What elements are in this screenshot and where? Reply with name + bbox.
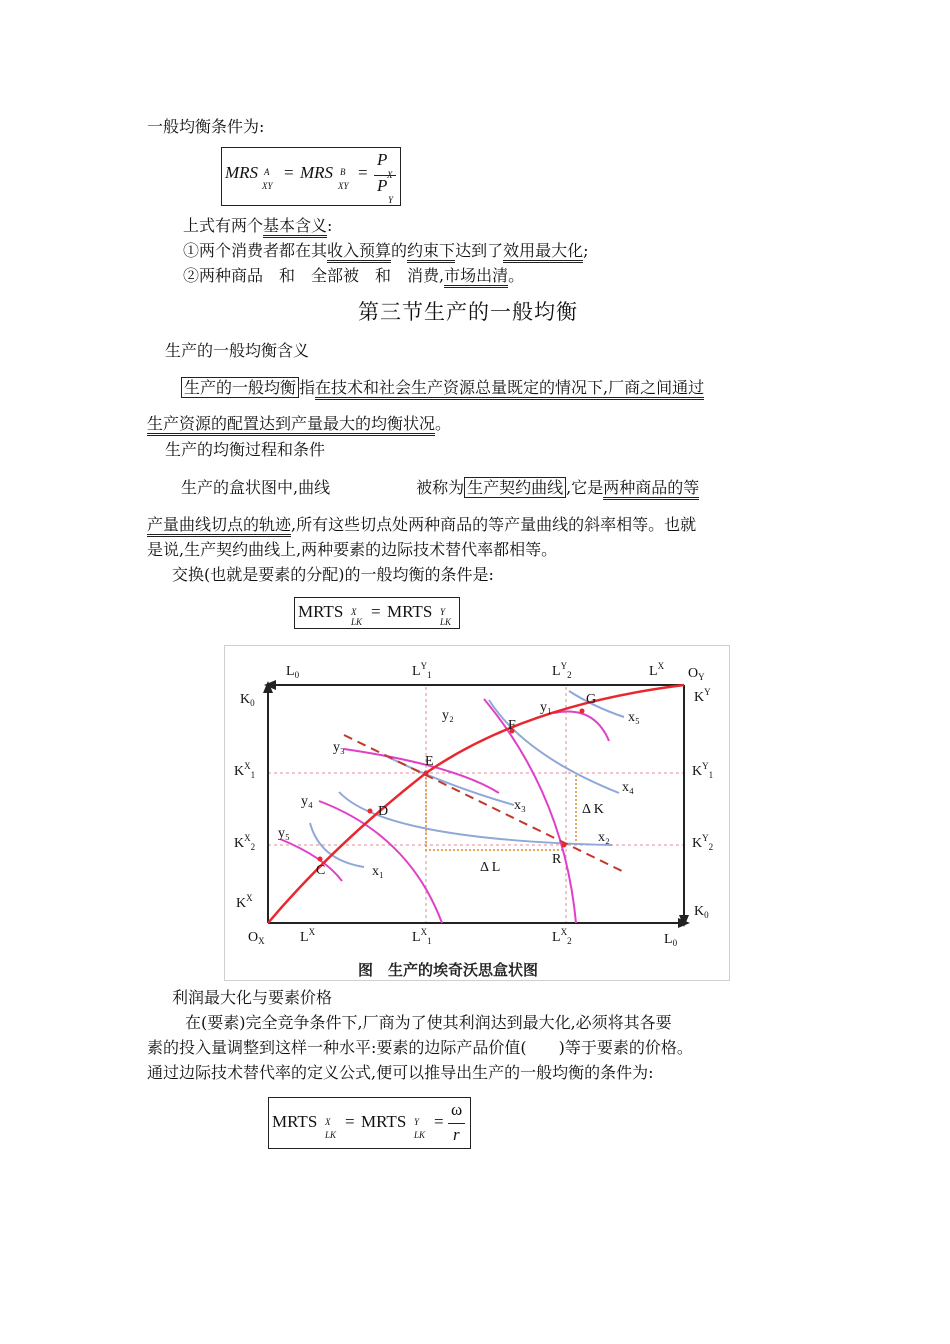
meaning-underlined: 基本含义: [263, 216, 327, 238]
def-term: 生产的一般均衡: [181, 377, 299, 398]
f3-right-sup: Y: [414, 1117, 420, 1127]
f2-left-sub: LK: [351, 617, 363, 627]
label-x3: x₃: [514, 798, 526, 813]
f3-right: MRTS: [361, 1112, 407, 1131]
exchange-text: 交换(也就是要素的分配)的一般均衡的条件是:: [172, 565, 494, 584]
label-left-kx1: $K^X_1$: [234, 761, 256, 780]
curve-mid: 被称为: [416, 478, 465, 497]
formula-mrs-b: MRS: [300, 163, 334, 182]
section-title: 第三节生产的一般均衡: [358, 300, 578, 324]
label-c: C: [316, 863, 326, 878]
profit-line-2: 素的投入量调整到这样一种水平:要素的边际产品价值( )等于要素的价格。: [147, 1038, 693, 1057]
formula-eq: =: [284, 163, 294, 182]
label-left-kx: $K^X$: [236, 893, 253, 911]
def-post: 。: [435, 414, 452, 433]
f2-left: MRTS: [298, 602, 344, 621]
label-top-ly1: $L^Y_1$: [412, 661, 432, 680]
figure-caption: 图 生产的埃奇沃思盒状图: [358, 961, 539, 979]
formula-eq2: =: [358, 163, 368, 182]
definition-line-1: [181, 377, 704, 399]
label-y4: y₄: [301, 794, 313, 809]
meaning-item-1: [183, 240, 588, 262]
f3-left: MRTS: [272, 1112, 318, 1131]
label-d: D: [378, 804, 389, 819]
item1-pre: ①两个消费者都在其: [183, 241, 328, 260]
label-x1: x₁: [372, 864, 384, 879]
point-g: [580, 709, 585, 714]
label-right-ky2: $K^Y_2$: [692, 833, 714, 852]
f3-fraction-bar: [448, 1123, 465, 1124]
formula-den: P: [377, 176, 388, 195]
label-right-k0: $K_0$: [694, 904, 709, 920]
f2-right: MRTS: [387, 602, 433, 621]
item1-utility-max: 效用最大化: [503, 241, 583, 263]
formula-sup-a: A: [264, 167, 270, 177]
formula-sub-a: XY: [262, 181, 273, 191]
label-bottom-lx1: $L^X_1$: [412, 927, 432, 946]
f3-right-sub: LK: [414, 1130, 426, 1140]
curve-mid2: ,它是: [566, 478, 604, 497]
formula-num-sub: X: [387, 170, 393, 180]
f2-left-sup: X: [351, 607, 357, 617]
formula-sup-b: B: [340, 167, 346, 177]
f3-den: r: [453, 1125, 460, 1144]
formula-mrts-price: [268, 1097, 471, 1149]
f3-num: ω: [451, 1100, 463, 1119]
meaning-line: [183, 215, 332, 237]
meaning-post: :: [327, 216, 333, 235]
formula-sub-b: XY: [338, 181, 349, 191]
curve-underlined-2: 产量曲线切点的轨迹: [147, 515, 291, 537]
label-f: F: [508, 718, 516, 733]
f2-right-sup: Y: [440, 607, 446, 617]
def-underlined-1: 在技术和社会生产资源总量既定的情况下,厂商之间通过: [315, 378, 704, 400]
meaning-item-2: [183, 265, 524, 287]
item1-mid: 的: [391, 241, 408, 260]
point-d: [368, 809, 373, 814]
label-left-k0: $K_0$: [240, 692, 255, 708]
item2-market-clear: 市场出清: [444, 266, 508, 288]
label-y5: y₅: [278, 826, 290, 841]
item1-post: ;: [583, 241, 589, 260]
label-origin-ox: $O_X$: [248, 930, 265, 946]
subheading-profit: 利润最大化与要素价格: [172, 988, 333, 1007]
f3-left-sup: X: [325, 1117, 331, 1127]
subheading-process: 生产的均衡过程和条件: [165, 440, 326, 459]
point-e: [424, 771, 429, 776]
label-right-ky: $K^Y$: [694, 687, 711, 705]
formula-mrts: [294, 597, 460, 629]
item1-constraint: 约束下: [407, 241, 455, 263]
label-x2: x₂: [598, 830, 610, 845]
label-r: R: [552, 852, 562, 867]
label-g: G: [586, 692, 597, 707]
definition-line-2: [147, 413, 451, 435]
formula-mrs: [221, 147, 401, 206]
label-e: E: [425, 754, 434, 769]
item2-pre: ②两种商品 和 全部被 和 消费,: [183, 266, 445, 285]
curve-line-3: 是说,生产契约曲线上,两种要素的边际技术替代率都相等。: [147, 540, 558, 559]
label-bottom-lx2: $L^X_2$: [552, 927, 572, 946]
curve-rest-1: ,所有这些切点处两种商品的等产量曲线的斜率相等。也就: [291, 515, 697, 534]
label-left-kx2: $K^X_2$: [234, 833, 256, 852]
meaning-pre: 上式有两个: [183, 216, 264, 235]
formula-num: P: [377, 150, 388, 169]
label-top-ly2: $L^Y_2$: [552, 661, 572, 680]
f2-right-sub: LK: [440, 617, 452, 627]
subheading-meaning: 生产的一般均衡含义: [165, 341, 310, 360]
formula-den-sub: Y: [388, 195, 394, 205]
point-r: [562, 843, 567, 848]
curve-term: 生产契约曲线: [464, 477, 566, 498]
label-y2: y₂: [442, 708, 454, 723]
intro-text: 一般均衡条件为:: [147, 117, 265, 136]
f3-eq2: =: [434, 1112, 444, 1131]
label-top-lx: $L^X$: [649, 661, 665, 679]
f2-eq: =: [371, 602, 381, 621]
label-y1: y₁: [540, 700, 552, 715]
profit-line-3: 通过边际技术替代率的定义公式,便可以推导出生产的一般均衡的条件为:: [147, 1063, 654, 1082]
curve-line-2: [147, 514, 696, 536]
curve-pre: 生产的盒状图中,曲线: [181, 478, 331, 497]
f3-eq1: =: [345, 1112, 355, 1131]
label-bottom-lx: $L^X$: [300, 927, 316, 945]
profit-line-1: 在(要素)完全竞争条件下,厂商为了使其利润达到最大化,必须将其各要: [185, 1013, 672, 1032]
point-c: [318, 857, 323, 862]
item1-mid2: 达到了: [455, 241, 504, 260]
f3-left-sub: LK: [325, 1130, 337, 1140]
label-bottom-l0: $L_0$: [664, 932, 678, 948]
label-x4: x₄: [622, 780, 634, 795]
label-x5: x₅: [628, 710, 640, 725]
def-pre: 指: [299, 378, 316, 397]
item1-budget: 收入预算: [327, 241, 391, 263]
curve-line-1: [181, 477, 699, 499]
label-delta-k: Δ K: [582, 802, 604, 817]
item2-post: 。: [508, 266, 525, 285]
label-delta-l: Δ L: [480, 860, 501, 875]
curve-underlined-1: 两种商品的等: [603, 478, 699, 500]
formula-mrs-a: MRS: [225, 163, 259, 182]
label-top-oy: $O_Y$: [688, 666, 705, 682]
def-underlined-2: 生产资源的配置达到产量最大的均衡状况: [147, 414, 435, 436]
label-right-ky1: $K^Y_1$: [692, 761, 714, 780]
label-y3: y₃: [333, 740, 345, 755]
label-top-l0: $L_0$: [286, 664, 300, 680]
edgeworth-box-figure: [224, 645, 730, 981]
